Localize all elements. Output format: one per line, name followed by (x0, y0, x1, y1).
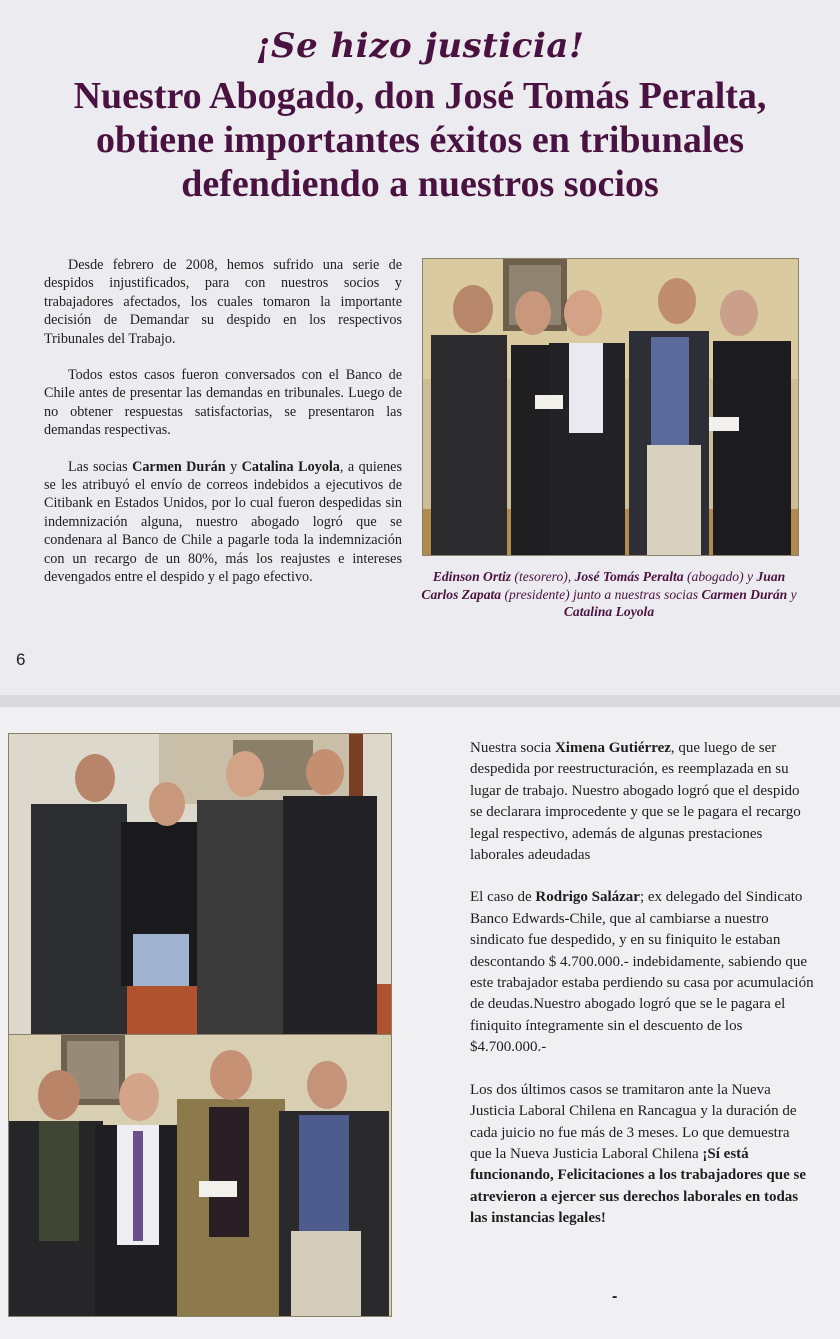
paragraph-socias-case (44, 458, 402, 587)
name-ximena-gutierrez: Ximena Gutiérrez (554, 740, 671, 756)
photo-illustration (423, 259, 798, 555)
text-run: Nuestra socia (470, 740, 555, 756)
caption-name-carmen-duran: Carmen Durán (701, 586, 788, 602)
office-photo-four-people (8, 733, 392, 1037)
page-number: 6 (16, 650, 26, 669)
caption-text: y (787, 586, 797, 602)
paragraph-intro: Desde febrero de 2008, hemos sufrido una serie de despidos injustificados, para con nuestros socios y trabajadores afectados, los cuales tomaron la importante decisión de Demandar su despido en los respectivos Tribunales del Trabajo. (44, 257, 402, 347)
left-text-column (44, 256, 402, 605)
group-photo-four-men (8, 1034, 392, 1317)
paragraph-rodrigo-case (470, 887, 814, 1058)
caption-name-edinson-ortiz: Edinson Ortiz (432, 569, 512, 584)
text-run: Los dos últimos casos se tramitaron ante la Nueva Justicia Laboral Chilena en Rancagua y la duración de cada juicio no fue más de 3 meses. Lo que demuestra que la Nueva Justicia Laboral Chilena (470, 1081, 797, 1162)
caption-name-jose-tomas-peralta: José Tomás Peralta (574, 569, 684, 584)
text-run: , que luego de ser despedida por reestructuración, es reemplazada en su lugar de trabajo. Nuestro abogado logró que el despido se declarara improcedente y que se le pagara el recargo legal respectivo, además de algunas prestaciones laborales adeudadas (470, 740, 801, 864)
caption-text: (abogado) y (683, 569, 757, 584)
caption-text: (presidente) junto a nuestras socias (501, 586, 702, 602)
photo-illustration (9, 1035, 391, 1316)
right-text-column (470, 738, 814, 1251)
name-rodrigo-salazar: Rodrigo Salázar (535, 889, 640, 906)
paragraph-banco-chile: Todos estos casos fueron conversados con el Banco de Chile antes de presentar las demandas en tribunales. Luego de no obtener respuestas satisfactorias, se presentaron las demandas respectivas. (44, 367, 402, 439)
caption-text: (tesorero), (511, 569, 575, 584)
photo-caption (418, 568, 800, 621)
paragraph-conclusion (470, 1080, 814, 1230)
article-end-mark: - (612, 1288, 618, 1305)
article-kicker: ¡Se hizo justicia! (255, 26, 585, 66)
name-catalina-loyola: Catalina Loyola (241, 458, 340, 475)
conclusion-highlight: ¡Sí está funcionando, Felicitaciones a los trabajadores que se atrevieron a ejercer sus derechos laborales en todas las instancias legales! (470, 1145, 806, 1227)
text-run: y (225, 458, 242, 475)
text-run: El caso de (470, 889, 536, 906)
article-headline: Nuestro Abogado, don José Tomás Peralta, obtiene importantes éxitos en tribunales defendiendo a nuestros socios (73, 75, 767, 205)
paragraph-ximena-case (470, 738, 814, 866)
text-run: , a quienes se les atribuyó el envío de correos indebidos a ejecutivos de Citibank en Estados Unidos, por lo cual fueron despedidas sin indemnización alguna, nuestro abogado logró que se condenara al Banco de Chile a pagarle toda la indemnización con un recargo de un 80%, más los reajustes e intereses devengados entre el despido y el pago efectivo. (44, 458, 402, 586)
caption-name-juan-carlos-zapata: Juan Carlos Zapata (421, 569, 786, 602)
caption-name-catalina-loyola: Catalina Loyola (563, 604, 655, 619)
name-carmen-duran: Carmen Durán (132, 458, 226, 475)
photo-illustration (9, 734, 391, 1036)
text-run: ; ex delegado del Sindicato Banco Edwards-Chile, que al cambiarse a nuestro sindicato fue despedido, y en su finiquito le estaban descontando $ 4.700.000.- indebidamente, sabiendo que este trabajador estaba perdiendo su casa por acumulación de deudas.Nuestro abogado logró que se le pagara el finiquito íntegramente sin el descuento de los $4.700.000.- (470, 889, 814, 1056)
text-run: Las socias (68, 458, 133, 475)
group-photo-five-people (422, 258, 799, 556)
